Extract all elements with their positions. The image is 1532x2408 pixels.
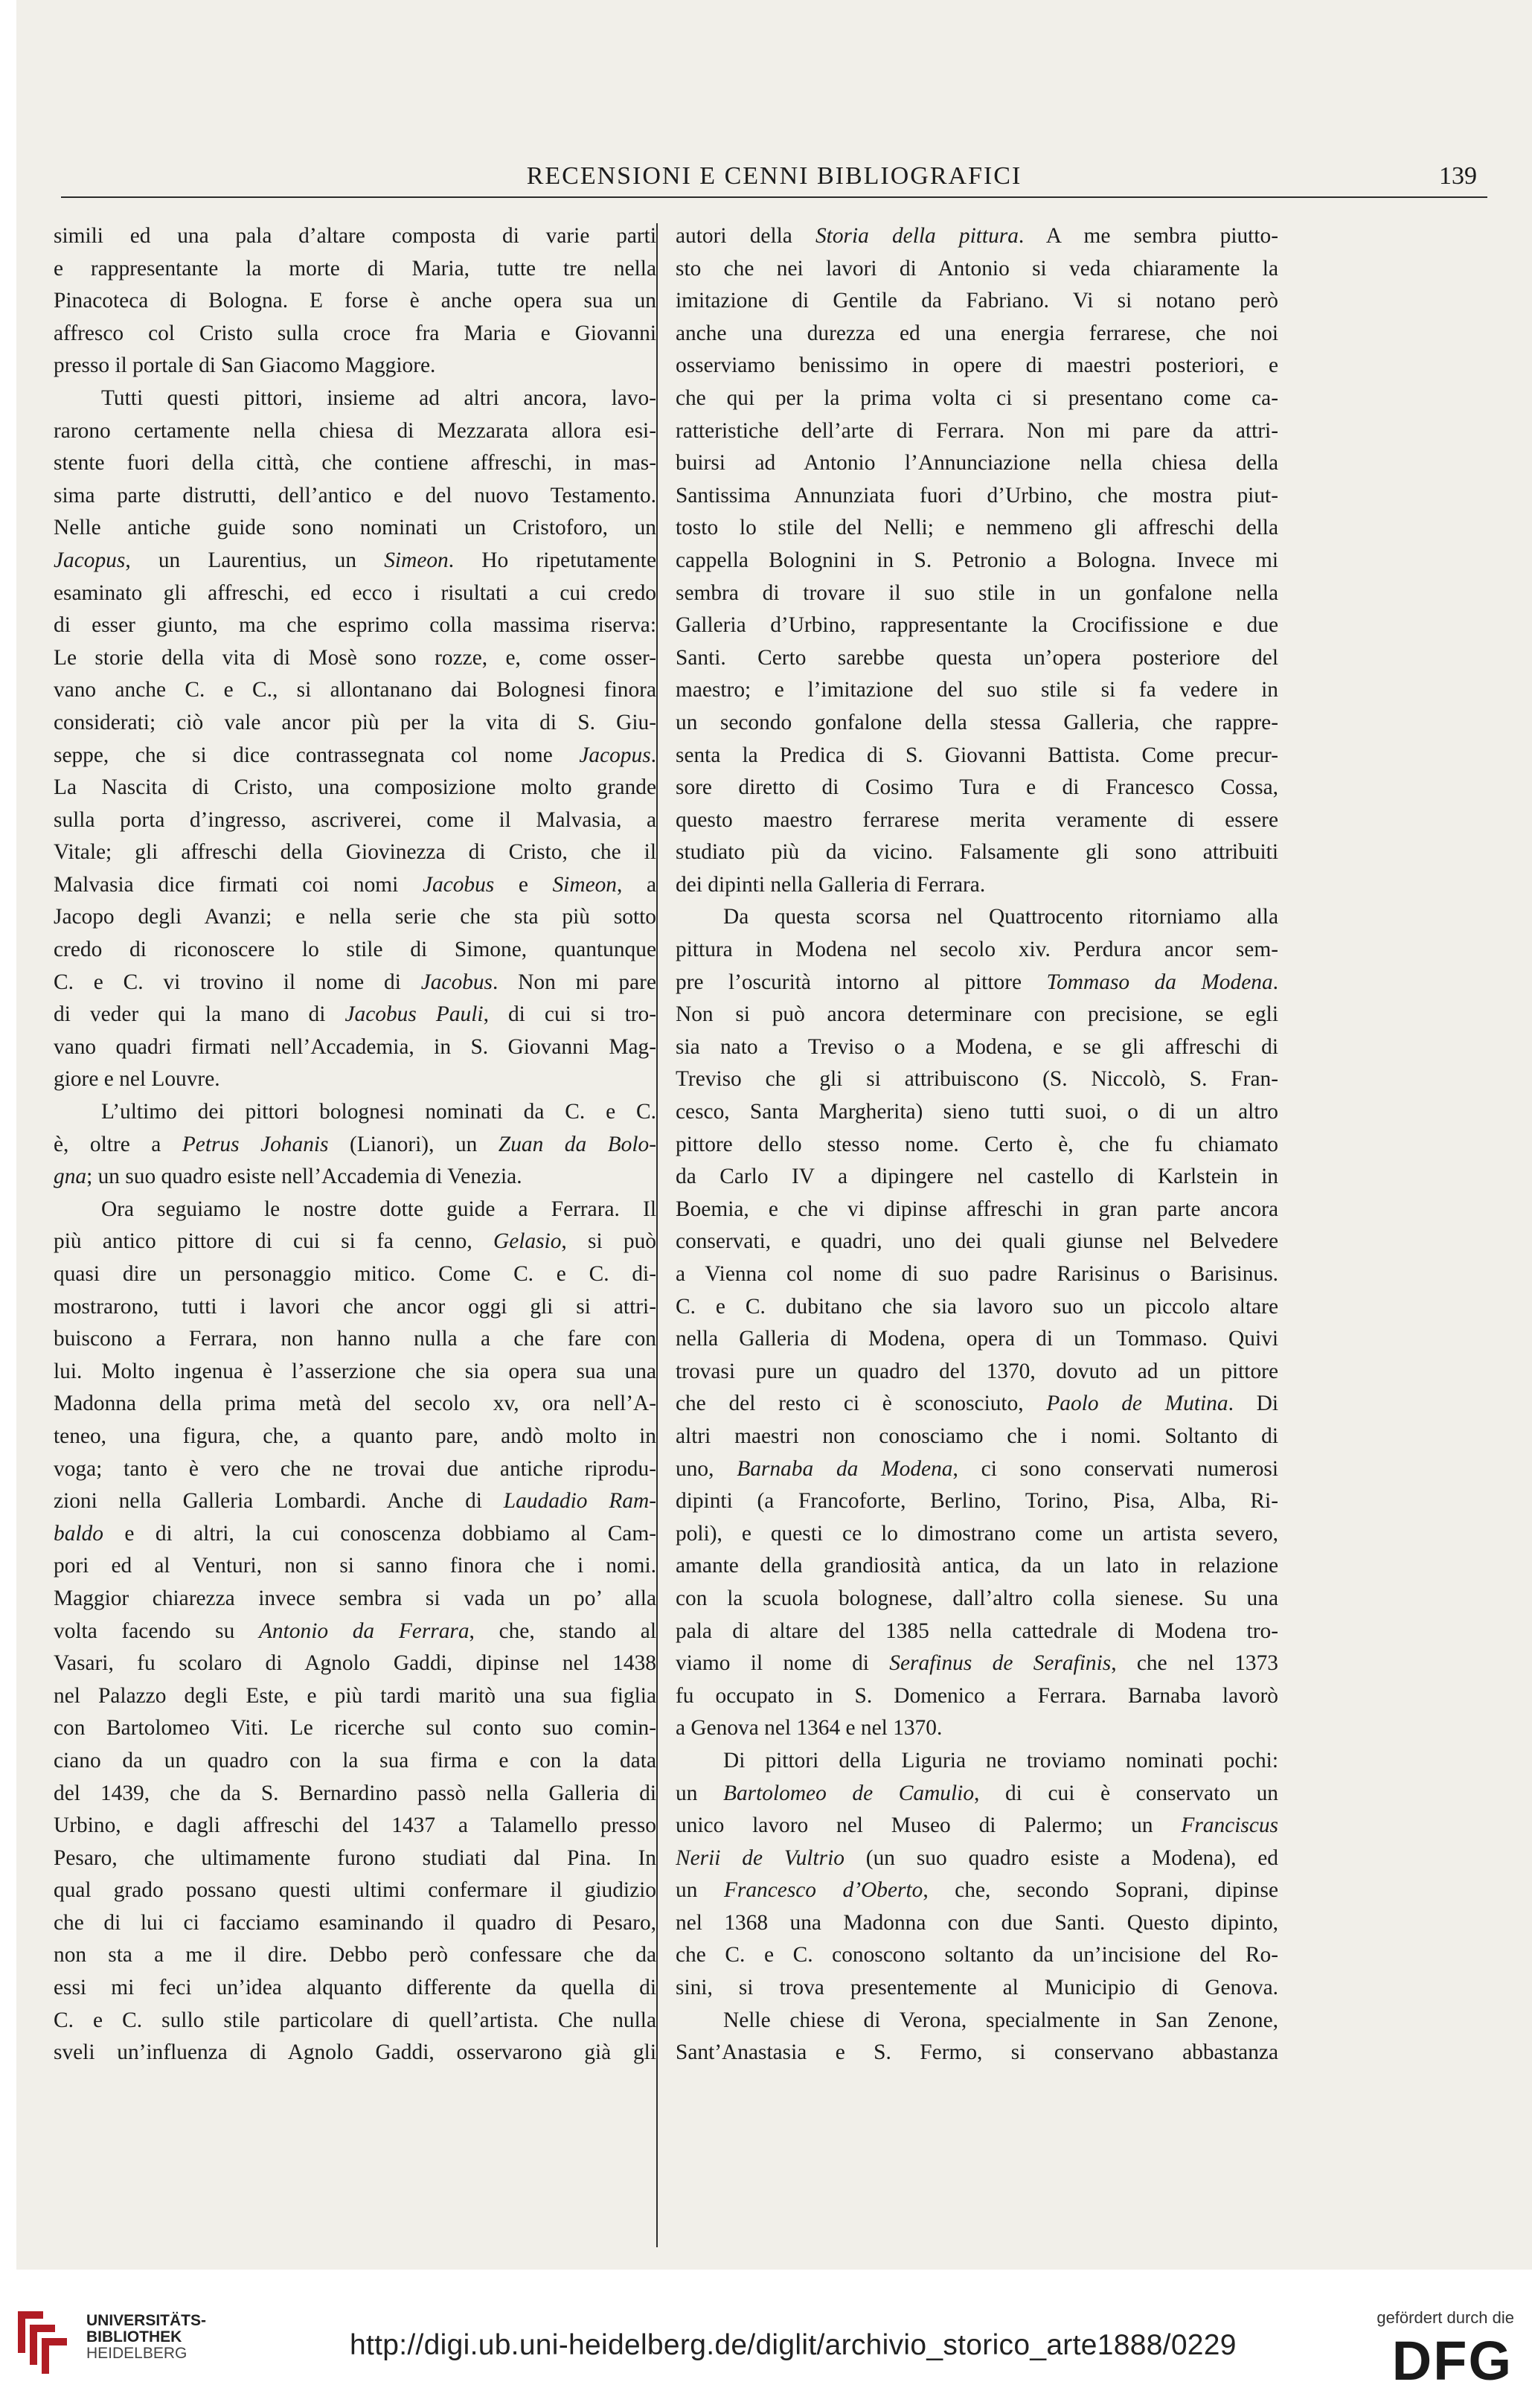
text-line: Nelle chiese di Verona, specialmente in San Zenone, — [723, 2008, 1278, 2032]
text-line: che di lui ci facciamo esaminando il quadro di Pesaro, — [54, 1910, 656, 1935]
text-line: Tutti questi pittori, insieme ad altri ancora, lavo- — [101, 385, 656, 410]
text-line: simili ed una pala d’altare composta di varie parti — [54, 224, 656, 248]
library-name-line-2: BIBLIOTHEK — [86, 2328, 182, 2345]
text-line: tosto lo stile del Nelli; e nemmeno gli affreschi della — [676, 516, 1278, 540]
text-line: studiato più da vicino. Falsamente gli sono attribuiti — [676, 840, 1278, 865]
text-line: stente fuori della città, che contiene affreschi, in mas- — [54, 451, 656, 475]
text-line: imitazione di Gentile da Fabriano. Vi si notano però — [676, 289, 1278, 313]
text-line: sulla porta d’ingresso, ascriverei, come il Malvasia, a — [54, 807, 656, 832]
text-line: quasi dire un personaggio mitico. Come C. e C. di- — [54, 1262, 656, 1286]
text-line: Boemia, e che vi dipinse affreschi in gran parte ancora — [676, 1197, 1278, 1221]
text-line: maestro; e l’imitazione del suo stile si fa vedere in — [676, 678, 1278, 702]
text-line: considerati; ciò vale ancor più per la vita di S. Giu- — [54, 710, 656, 734]
text-line: questo maestro ferrarese merita veramente di essere — [676, 807, 1278, 832]
text-line: nel Palazzo degli Este, e più tardi maritò una sua figlia — [54, 1683, 656, 1708]
text-line: con Bartolomeo Viti. Le ricerche sul conto suo comin- — [54, 1716, 656, 1741]
left-text-column — [54, 220, 656, 2069]
text-line: pittura in Modena nel secolo xiv. Perdura ancor sem- — [676, 938, 1278, 962]
text-line: sia nato a Treviso o a Modena, e se gli affreschi di — [676, 1034, 1278, 1059]
text-line: pala di altare del 1385 nella cattedrale di Modena tro- — [676, 1618, 1278, 1643]
text-line: Ora seguiamo le nostre dotte guide a Ferrara. Il — [101, 1197, 656, 1221]
text-line: Non si può ancora determinare con precisione, se egli — [676, 1002, 1278, 1027]
text-line: Treviso che gli si attribuiscono (S. Niccolò, S. Fran- — [676, 1067, 1278, 1092]
text-line: Da questa scorsa nel Quattrocento ritorniamo alla — [723, 905, 1278, 929]
running-head-title: RECENSIONI E CENNI BIBLIOGRAFICI — [526, 162, 1022, 190]
text-line: sima parte distrutti, dell’antico e del nuovo Testamento. — [54, 483, 656, 507]
text-line: qual grado possano questi ultimi confermare il giudizio — [54, 1878, 656, 1903]
text-line: volta facendo su Antonio da Ferrara, che, stando al — [54, 1618, 656, 1643]
text-line: cappella Bolognini in S. Petronio a Bologna. Invece mi — [676, 548, 1278, 572]
text-line: Santissima Annunziata fuori d’Urbino, che mostra piut- — [676, 483, 1278, 507]
text-line: C. e C. sullo stile particolare di quell’artista. Che nulla — [54, 2008, 656, 2032]
dfg-logo-text: DFG — [1391, 2334, 1513, 2386]
text-line: con la scuola bolognese, dall’altro colla sienese. Su una — [676, 1586, 1278, 1610]
text-line: voga; tanto è vero che ne trovai due antiche riprodu- — [54, 1456, 656, 1481]
text-line: di esser giunto, ma che esprimo colla massima riserva: — [54, 613, 656, 638]
text-line: Jacopus, un Laurentius, un Simeon. Ho ripetutamente — [54, 548, 656, 572]
text-line: un Francesco d’Oberto, che, secondo Soprani, dipinse — [676, 1878, 1278, 1903]
page-number: 139 — [1439, 162, 1477, 190]
text-line: teneo, una figura, che, a quanto pare, andò molto in — [54, 1424, 656, 1448]
text-line: Nelle antiche guide sono nominati un Cristoforo, un — [54, 516, 656, 540]
text-line: trovasi pure un quadro del 1370, dovuto ad un pittore — [676, 1359, 1278, 1383]
text-line: C. e C. vi trovino il nome di Jacobus. Non mi pare — [54, 970, 656, 994]
text-line: mostrarono, tutti i lavori che ancor oggi gli si attri- — [54, 1294, 656, 1319]
text-line: La Nascita di Cristo, una composizione molto grande — [54, 775, 656, 800]
text-line: Pinacoteca di Bologna. E forse è anche opera sua un — [54, 289, 656, 313]
right-text-column — [676, 220, 1278, 2069]
text-line: pre l’oscurità intorno al pittore Tommaso da Modena. — [676, 970, 1278, 994]
text-line: Santi. Certo sarebbe questa un’opera posteriore del — [676, 645, 1278, 670]
text-line: che C. e C. conoscono soltanto da un’incisione del Ro- — [676, 1943, 1278, 1967]
footer-bar — [0, 2270, 1532, 2408]
text-line: buiscono a Ferrara, non hanno nulla a che fare con — [54, 1327, 656, 1351]
text-line: vano anche C. e C., si allontanano dai Bolognesi finora — [54, 678, 656, 702]
text-line: un secondo gonfalone della stessa Galleria, che rappre- — [676, 710, 1278, 734]
text-line: un Bartolomeo de Camulio, di cui è conservato un — [676, 1781, 1278, 1805]
text-line: osserviamo benissimo in opere di maestri posteriori, e — [676, 353, 1278, 378]
funder-block — [1353, 2308, 1514, 2386]
dfg-logo-icon — [1353, 2334, 1514, 2386]
text-line: esaminato gli affreschi, ed ecco i risultati a cui credo — [54, 580, 656, 605]
text-line: sveli un’influenza di Agnolo Gaddi, osservarono già gli — [54, 2040, 656, 2065]
text-line: lui. Molto ingenua è l’asserzione che sia opera sua una — [54, 1359, 656, 1383]
library-name-line-1: UNIVERSITÄTS- — [86, 2312, 207, 2329]
text-line: e rappresentante la morte di Maria, tutte tre nella — [54, 256, 656, 281]
text-line: ratteristiche dell’arte di Ferrara. Non mi pare da attri- — [676, 418, 1278, 443]
text-line: unico lavoro nel Museo di Palermo; un Franciscus — [676, 1813, 1278, 1838]
text-line: altri maestri non conosciamo che i nomi. Soltanto di — [676, 1424, 1278, 1448]
column-divider-rule — [656, 223, 658, 2247]
university-library-logo-icon — [13, 2308, 73, 2375]
text-line: Jacopo degli Avanzi; e nella serie che sta più sotto — [54, 905, 656, 929]
library-name — [86, 2313, 206, 2362]
text-line: zioni nella Galleria Lombardi. Anche di Laudadio Ram- — [54, 1489, 656, 1514]
text-line: non sta a me il dire. Debbo però confessare che da — [54, 1943, 656, 1967]
text-line: Malvasia dice firmati coi nomi Jacobus e Simeon, a — [54, 872, 656, 897]
text-line: autori della Storia della pittura. A me sembra piutto- — [676, 224, 1278, 248]
text-line: Nerii de Vultrio (un suo quadro esiste a Modena), ed — [676, 1845, 1278, 1870]
text-line: del 1439, che da S. Bernardino passò nella Galleria di — [54, 1781, 656, 1805]
text-line: che qui per la prima volta ci si presentano come ca- — [676, 385, 1278, 410]
text-line: affresco col Cristo sulla croce fra Maria e Giovanni — [54, 321, 656, 345]
text-line: più antico pittore di cui si fa cenno, Gelasio, si può — [54, 1229, 656, 1254]
running-head — [61, 158, 1487, 198]
text-line: gna; un suo quadro esiste nell’Accademia di Venezia. — [54, 1165, 522, 1189]
text-line: seppe, che si dice contrassegnata col nome Jacopus. — [54, 743, 656, 767]
text-line: Galleria d’Urbino, rappresentante la Crocifissione e due — [676, 613, 1278, 638]
text-line: nel 1368 una Madonna con due Santi. Questo dipinto, — [676, 1910, 1278, 1935]
text-line: Urbino, e dagli affreschi del 1437 a Talamello presso — [54, 1813, 656, 1838]
text-line: Pesaro, che ultimamente furono studiati dal Pina. In — [54, 1845, 656, 1870]
text-line: nella Galleria di Modena, opera di un Tommaso. Quivi — [676, 1327, 1278, 1351]
text-line: Sant’Anastasia e S. Fermo, si conservano abbastanza — [676, 2040, 1278, 2065]
text-line: Le storie della vita di Mosè sono rozze, e, come osser- — [54, 645, 656, 670]
text-line: senta la Predica di S. Giovanni Battista. Come precur- — [676, 743, 1278, 767]
text-line: è, oltre a Petrus Johanis (Lianori), un Zuan da Bolo- — [54, 1132, 656, 1156]
text-line: rarono certamente nella chiesa di Mezzarata allora esi- — [54, 418, 656, 443]
text-line: baldo e di altri, la cui conoscenza dobbiamo al Cam- — [54, 1521, 656, 1546]
text-line: sembra di trovare il suo stile in un gonfalone nella — [676, 580, 1278, 605]
text-line: giore e nel Louvre. — [54, 1067, 220, 1092]
text-line: buirsi ad Antonio l’Annunciazione nella chiesa della — [676, 451, 1278, 475]
text-line: pori ed al Venturi, non si sanno finora che i nomi. — [54, 1554, 656, 1578]
library-name-line-3: HEIDELBERG — [86, 2345, 188, 2362]
text-line: uno, Barnaba da Modena, ci sono conservati numerosi — [676, 1456, 1278, 1481]
text-line: L’ultimo dei pittori bolognesi nominati da C. e C. — [101, 1100, 656, 1124]
text-line: sto che nei lavori di Antonio si veda chiaramente la — [676, 256, 1278, 281]
text-line: pittore dello stesso nome. Certo è, che fu chiamato — [676, 1132, 1278, 1156]
text-line: anche una durezza ed una energia ferrarese, che noi — [676, 321, 1278, 345]
text-line: C. e C. dubitano che sia lavoro suo un piccolo altare — [676, 1294, 1278, 1319]
text-line: poli), e questi ce lo dimostrano come un artista severo, — [676, 1521, 1278, 1546]
text-line: a Genova nel 1364 e nel 1370. — [676, 1716, 943, 1741]
text-line: di veder qui la mano di Jacobus Pauli, di cui si tro- — [54, 1002, 656, 1027]
text-line: presso il portale di San Giacomo Maggiore. — [54, 353, 436, 378]
text-line: conservati, e quadri, uno dei quali giunse nel Belvedere — [676, 1229, 1278, 1254]
text-line: ciano da un quadro con la sua firma e con la data — [54, 1748, 656, 1773]
text-line: Vitale; gli affreschi della Giovinezza di Cristo, che il — [54, 840, 656, 865]
text-line: Di pittori della Liguria ne troviamo nominati pochi: — [723, 1748, 1278, 1773]
scanned-page — [16, 0, 1532, 2270]
text-line: dei dipinti nella Galleria di Ferrara. — [676, 872, 986, 897]
text-line: Maggior chiarezza invece sembra si vada un po’ alla — [54, 1586, 656, 1610]
text-line: credo di riconoscere lo stile di Simone, quantunque — [54, 938, 656, 962]
text-line: sini, si trova presentemente al Municipio di Genova. — [676, 1976, 1278, 2000]
text-line: Madonna della prima metà del secolo xv, ora nell’A- — [54, 1392, 656, 1416]
text-line: da Carlo IV a dipingere nel castello di Karlstein in — [676, 1165, 1278, 1189]
funding-note: gefördert durch die — [1376, 2308, 1514, 2327]
text-line: a Vienna col nome di suo padre Rarisinus o Barisinus. — [676, 1262, 1278, 1286]
text-line: che del resto ci è sconosciuto, Paolo de Mutina. Di — [676, 1392, 1278, 1416]
text-line: dipinti (a Francoforte, Berlino, Torino, Pisa, Alba, Ri- — [676, 1489, 1278, 1514]
permalink-url[interactable]: http://digi.ub.uni-heidelberg.de/diglit/archivio_storico_arte1888/0229 — [350, 2329, 1237, 2361]
text-line: cesco, Santa Margherita) sieno tutti suoi, o di un altro — [676, 1100, 1278, 1124]
text-line: Vasari, fu scolaro di Agnolo Gaddi, dipinse nel 1438 — [54, 1651, 656, 1676]
text-line: viamo il nome di Serafinus de Serafinis, che nel 1373 — [676, 1651, 1278, 1676]
text-line: amante della grandiosità antica, da un lato in relazione — [676, 1554, 1278, 1578]
text-line: sore diretto di Cosimo Tura e di Francesco Cossa, — [676, 775, 1278, 800]
text-line: essi mi feci un’idea alquanto differente da quella di — [54, 1976, 656, 2000]
text-line: vano quadri firmati nell’Accademia, in S. Giovanni Mag- — [54, 1034, 656, 1059]
text-line: fu occupato in S. Domenico a Ferrara. Barnaba lavorò — [676, 1683, 1278, 1708]
